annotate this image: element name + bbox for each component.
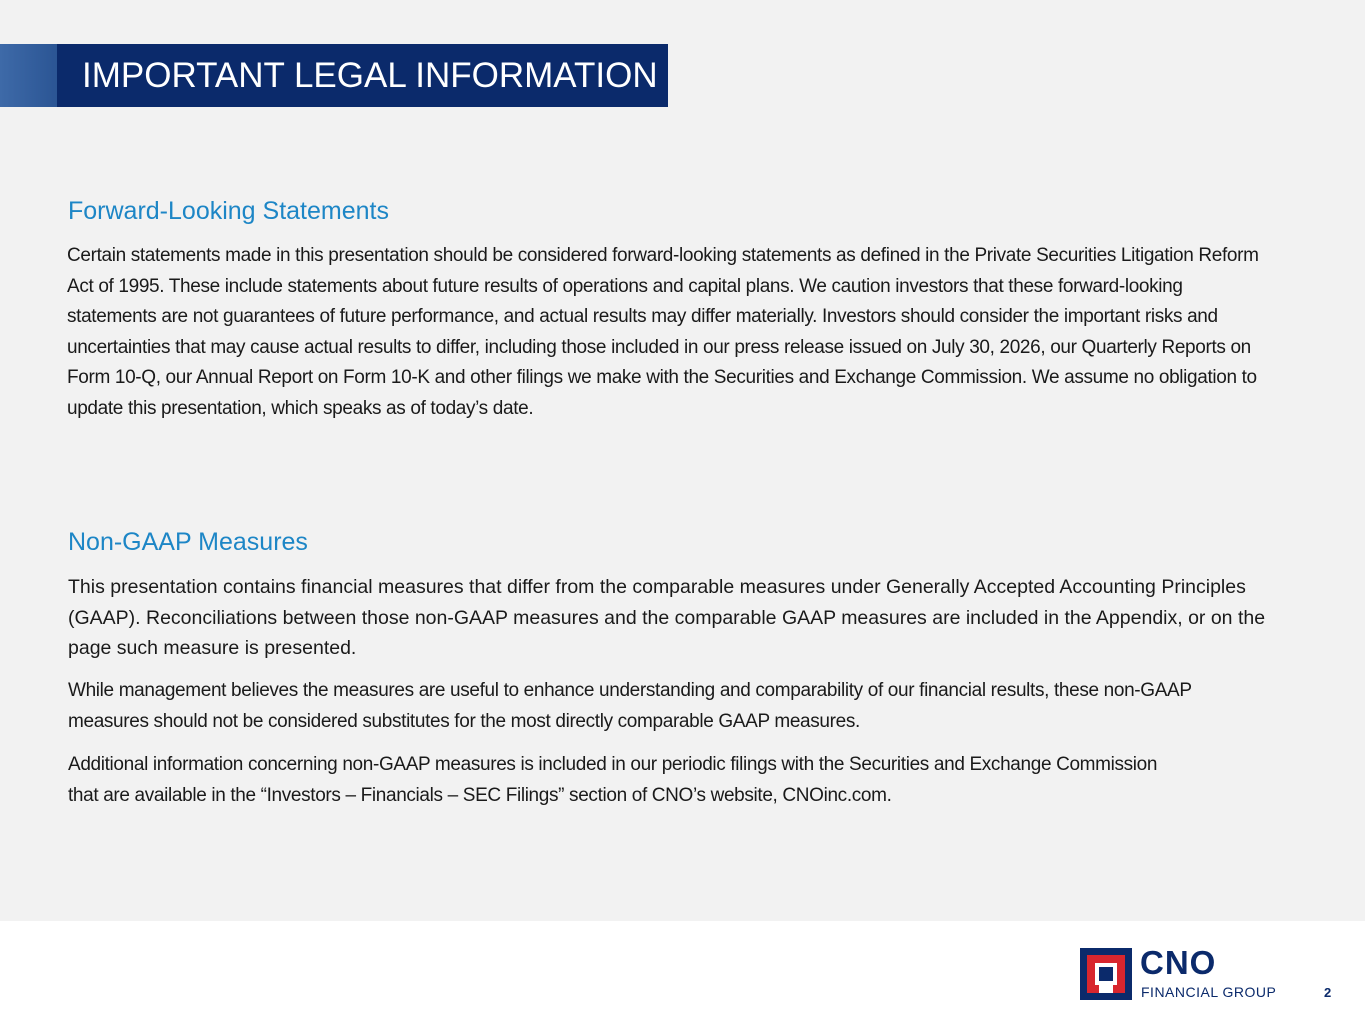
cno-logo-mark-icon: [1080, 948, 1132, 1000]
logo-subtitle: FINANCIAL GROUP: [1141, 984, 1277, 1000]
cno-logo: [1080, 944, 1290, 1000]
page-number: 2: [1324, 985, 1332, 1000]
non-gaap-paragraph-2: While management believes the measures are useful to enhance understanding and comparability of our financial results, these non-GAAP measures should not be considered substitutes for the most directly comparable GAAP measures.: [68, 680, 1192, 732]
title-bar: [0, 44, 668, 107]
non-gaap-heading: Non-GAAP Measures: [68, 528, 308, 556]
forward-looking-heading: Forward-Looking Statements: [68, 197, 389, 225]
page-title: IMPORTANT LEGAL INFORMATION: [57, 44, 668, 107]
non-gaap-paragraph-3: Additional information concerning non-GAAP measures is included in our periodic filings with the Securities and Exchange Commission that are available in the “Investors – Financials – SEC Filings” section of CNO’s website, CNOinc.com.: [68, 754, 1158, 806]
title-accent-block: [0, 44, 57, 107]
logo-name: CNO: [1140, 944, 1217, 981]
non-gaap-paragraph-1: This presentation contains financial measures that differ from the comparable measures under Generally Accepted Accounting Principles (GAAP). Reconciliations between those non-GAAP measures and the comparable GAAP measures are included in the Appendix, or on the page such measure is presented.: [68, 576, 1266, 659]
forward-looking-body: Certain statements made in this presentation should be considered forward-looking statements as defined in the Private Securities Litigation Reform Act of 1995. These include statements about future results of operations and capital plans. We caution investors that these forward-looking statements are not guarantees of future performance, and actual results may differ materially. Investors should consider the important risks and uncertainties that may cause actual results to differ, including those included in our press release issued on July 30, 2026, our Quarterly Reports on Form 10-Q, our Annual Report on Form 10-K and other filings we make with the Securities and Exchange Commission. We assume no obligation to update this presentation, which speaks as of today’s date.: [67, 245, 1259, 419]
